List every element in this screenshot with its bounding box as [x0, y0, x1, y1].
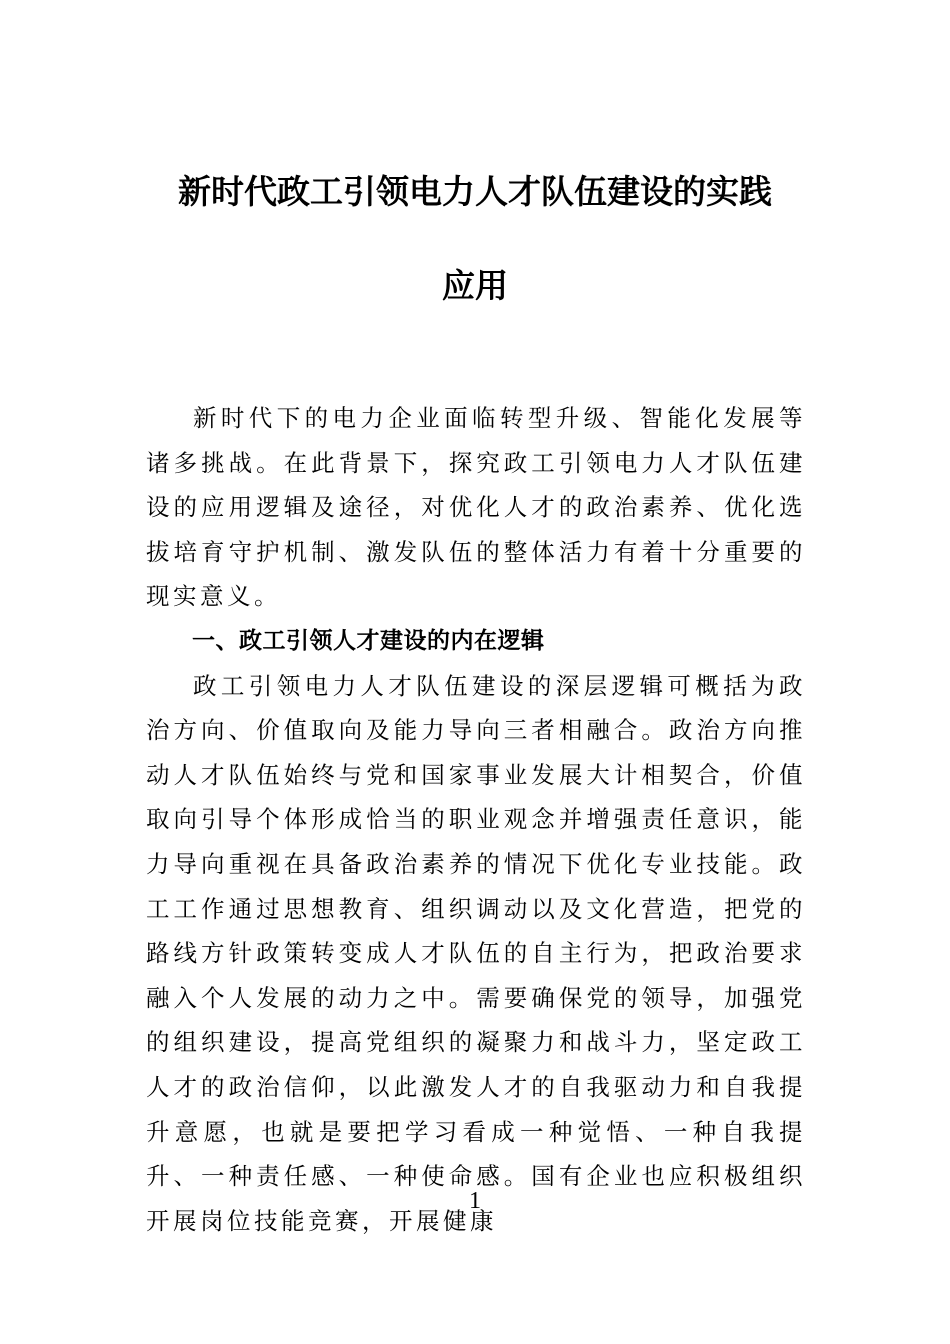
section-heading: 一、政工引领人才建设的内在逻辑: [192, 627, 545, 654]
page-number: 1: [469, 1188, 481, 1214]
intro-paragraph: 新时代下的电力企业面临转型升级、智能化发展等诸多挑战。在此背景下，探究政工引领电力人才队伍建设的应用逻辑及途径，对优化人才的政治素养、优化选拔培育守护机制、激发队伍的整体活力有着十分重要的现实意义。: [146, 404, 806, 611]
document-title-line-2: 应用: [442, 266, 508, 305]
section-paragraph: 政工引领电力人才队伍建设的深层逻辑可概括为政治方向、价值取向及能力导向三者相融合。政治方向推动人才队伍始终与党和国家事业发展大计相契合，价值取向引导个体形成恰当的职业观念并增强责任意识，能力导向重视在具备政治素养的情况下优化专业技能。政工工作通过思想教育、组织调动以及文化营造，把党的路线方针政策转变成人才队伍的自主行为，把政治要求融入个人发展的动力之中。需要确保党的领导，加强党的组织建设，提高党组织的凝聚力和战斗力，坚定政工人才的政治信仰，以此激发人才的自我驱动力和自我提升意愿，也就是要把学习看成一种觉悟、一种自我提升、一种责任感、一种使命感。国有企业也应积极组织开展岗位技能竞赛，开展健康: [146, 671, 806, 1235]
document-body: [146, 396, 806, 1243]
document-title-line-1: 新时代政工引领电力人才队伍建设的实践: [178, 172, 772, 211]
